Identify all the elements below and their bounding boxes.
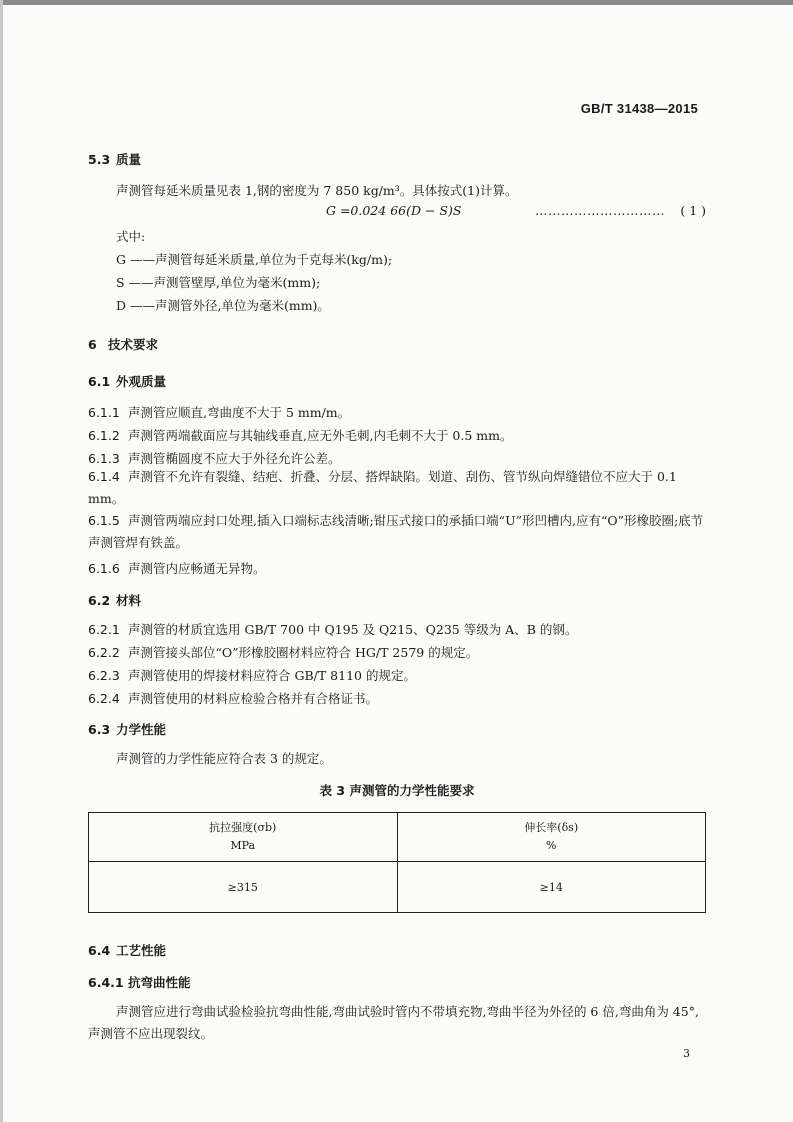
section-heading-6-4: 6.4 工艺性能 xyxy=(88,943,167,958)
column-header-tensile-strength: 抗拉强度(σb) MPa xyxy=(89,813,398,862)
section-heading-6-1: 6.1 外观质量 xyxy=(88,374,167,389)
formula-expression: G =0.024 66(D − S)S xyxy=(326,203,462,218)
where-label: 式中: xyxy=(116,229,146,244)
clause-6-1-6: 6.1.6 声测管内应畅通无异物。 xyxy=(88,561,266,576)
clause-6-1-3: 6.1.3 声测管椭圆度不应大于外径允许公差。 xyxy=(88,451,341,466)
table-caption: 表 3 声测管的力学性能要求 xyxy=(319,783,475,798)
clause-6-2-2: 6.2.2 声测管接头部位“O”形橡胶圈材料应符合 HG/T 2579 的规定。 xyxy=(88,645,479,660)
table-row xyxy=(89,862,706,913)
scan-edge-top xyxy=(0,0,793,5)
variable-definition: D ——声测管外径,单位为毫米(mm)。 xyxy=(116,298,330,313)
variable-definition: G ——声测管每延米质量,单位为千克每米(kg/m); xyxy=(116,252,393,267)
page-number: 3 xyxy=(683,1047,690,1060)
section-heading-5-3: 5.3 质量 xyxy=(88,152,142,167)
section-heading-6: 6 技术要求 xyxy=(88,337,159,352)
clause-6-1-5: 6.1.5 声测管两端应封口处理,插入口端标志线清晰;钳压式接口的承插口端“U”形凹槽内,应有“O”形橡胶圈;底节声测管焊有铁盖。 xyxy=(88,513,704,550)
paragraph-6-3: 声测管的力学性能应符合表 3 的规定。 xyxy=(116,751,332,766)
mechanical-properties-table xyxy=(88,812,706,913)
scan-edge-left xyxy=(0,0,3,1122)
clause-6-2-1: 6.2.1 声测管的材质宜选用 GB/T 700 中 Q195 及 Q215、Q235 等级为 A、B 的钢。 xyxy=(88,622,578,637)
section-heading-6-3: 6.3 力学性能 xyxy=(88,722,167,737)
section-heading-6-2: 6.2 材料 xyxy=(88,593,142,608)
variable-definition: S ——声测管壁厚,单位为毫米(mm); xyxy=(116,275,321,290)
cell-tensile-strength: ≥315 xyxy=(89,862,398,913)
standard-number-header: GB/T 31438—2015 xyxy=(580,101,698,116)
clause-6-1-1: 6.1.1 声测管应顺直,弯曲度不大于 5 mm/m。 xyxy=(88,405,351,420)
paragraph-6-4-1: 声测管应进行弯曲试验检验抗弯曲性能,弯曲试验时管内不带填充物,弯曲半径为外径的 6 倍,弯曲角为 45°,声测管不应出现裂纹。 xyxy=(88,1004,699,1041)
section-heading-6-4-1: 6.4.1 抗弯曲性能 xyxy=(88,975,191,990)
cell-elongation: ≥14 xyxy=(397,862,706,913)
table-header-row xyxy=(89,813,706,862)
clause-6-2-4: 6.2.4 声测管使用的材料应检验合格并有合格证书。 xyxy=(88,691,379,706)
clause-6-1-2: 6.1.2 声测管两端截面应与其轴线垂直,应无外毛刺,内毛刺不大于 0.5 mm。 xyxy=(88,428,513,443)
formula-number: ( 1 ) xyxy=(680,203,706,218)
formula-leader: ………………………… xyxy=(535,203,665,218)
clause-6-2-3: 6.2.3 声测管使用的焊接材料应符合 GB/T 8110 的规定。 xyxy=(88,668,416,683)
clause-6-1-4: 6.1.4 声测管不允许有裂缝、结疤、折叠、分层、搭焊缺陷。划道、刮伤、管节纵向焊缝错位不应大于 0.1 mm。 xyxy=(88,469,677,506)
paragraph-5-3-intro: 声测管每延米质量见表 1,钢的密度为 7 850 kg/m³。具体按式(1)计算。 xyxy=(116,183,518,198)
column-header-elongation: 伸长率(δs) % xyxy=(397,813,706,862)
